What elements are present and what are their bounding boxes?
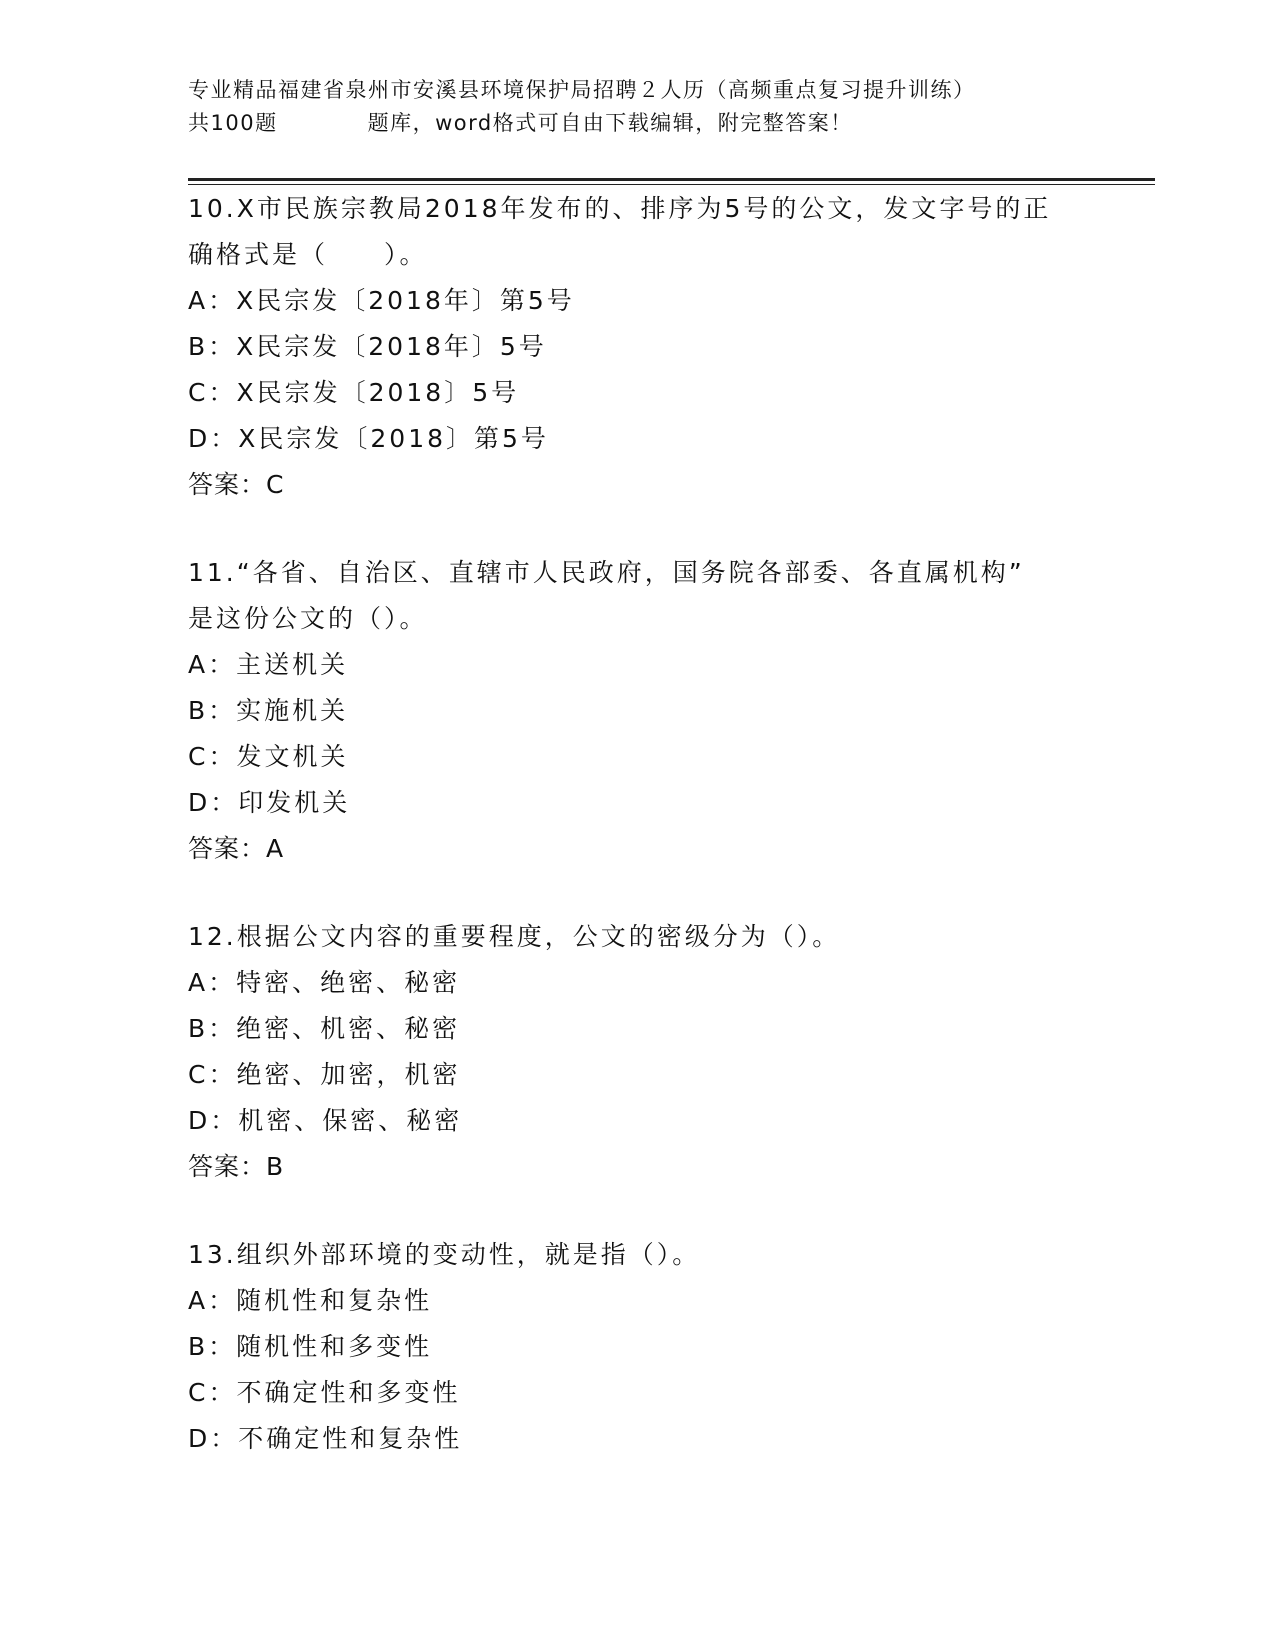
option-b: B：绝密、机密、秘密 [188,1014,461,1043]
option-c: C：发文机关 [188,742,349,771]
option-c: C：不确定性和多变性 [188,1378,461,1407]
question-11 [188,550,1088,872]
option-a: A：特密、绝密、秘密 [188,968,461,997]
header-divider-thick [188,178,1155,181]
option-b: B：随机性和多变性 [188,1332,433,1361]
question-stem: 11.“各省、自治区、直辖市人民政府，国务院各部委、各直属机构” [188,558,1025,587]
question-stem: 10.X市民族宗教局2018年发布的、排序为5号的公文，发文字号的正 [188,194,1052,223]
option-d: D：不确定性和复杂性 [188,1424,463,1453]
question-12 [188,914,1088,1190]
option-d: D：X民宗发〔2018〕第5号 [188,424,549,453]
question-stem-cont: 是这份公文的（）。 [188,604,428,633]
header-divider-thin [188,184,1155,185]
option-c: C：X民宗发〔2018〕5号 [188,378,520,407]
option-d: D：印发机关 [188,788,351,817]
answer: 答案：A [188,834,285,863]
answer: 答案：C [188,470,285,499]
option-b: B：实施机关 [188,696,349,725]
question-13 [188,1232,1088,1462]
option-c: C：绝密、加密，机密 [188,1060,461,1089]
option-a: A：X民宗发〔2018年〕第5号 [188,286,575,315]
answer: 答案：B [188,1152,285,1181]
question-stem: 13.组织外部环境的变动性，就是指（）。 [188,1240,701,1269]
header-title-line1: 专业精品福建省泉州市安溪县环境保护局招聘２人历（高频重点复习提升训练） [188,78,976,102]
option-b: B：X民宗发〔2018年〕5号 [188,332,547,361]
option-a: A：主送机关 [188,650,349,679]
question-stem-cont: 确格式是（ ）。 [188,240,428,269]
option-d: D：机密、保密、秘密 [188,1106,463,1135]
question-stem: 12.根据公文内容的重要程度，公文的密级分为（）。 [188,922,841,951]
question-10 [188,186,1088,508]
document-header [188,74,1068,140]
header-title-line2: 共100题 题库，word格式可自由下载编辑，附完整答案！ [188,111,853,135]
option-a: A：随机性和复杂性 [188,1286,433,1315]
